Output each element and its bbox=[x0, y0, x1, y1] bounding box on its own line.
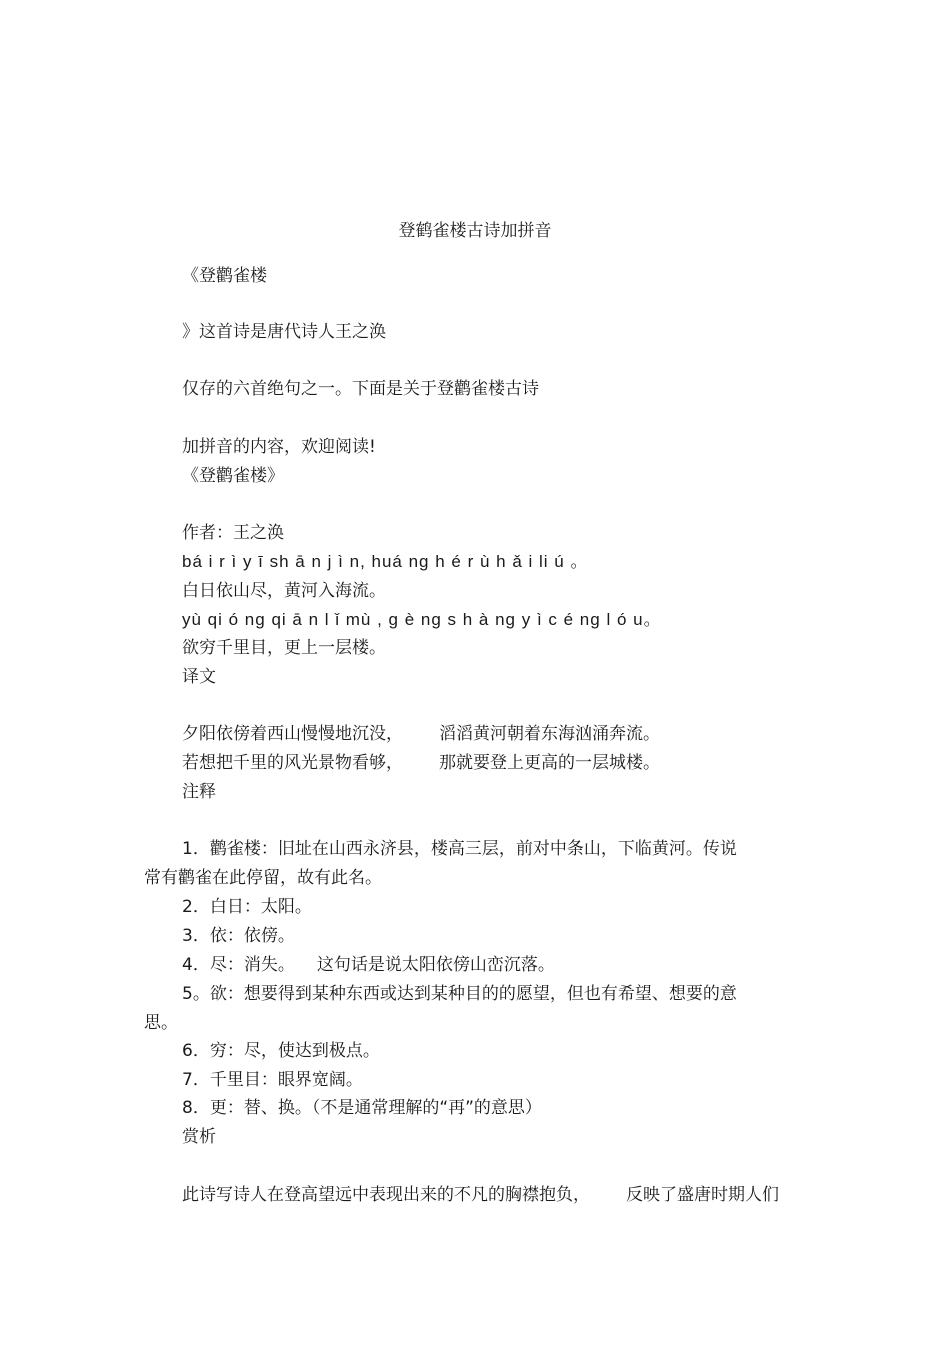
intro-line: 仅存的六首绝句之一。下面是关于登鹳雀楼古诗 bbox=[182, 379, 539, 399]
note-item: 5。欲：想要得到某种东西或达到某种目的的愿望，但也有希望、想要的意 bbox=[182, 984, 737, 1004]
note-item bbox=[182, 954, 555, 976]
analysis-text: 反映了盛唐时期人们 bbox=[626, 1185, 779, 1205]
note-item: 7．千里目：眼界宽阔。 bbox=[182, 1070, 363, 1090]
notes-heading: 注释 bbox=[182, 782, 216, 802]
note-item: 6．穷：尽，使达到极点。 bbox=[182, 1041, 380, 1061]
intro-line: 《登鹳雀楼 bbox=[182, 266, 267, 286]
analysis-text: 此诗写诗人在登高望远中表现出来的不凡的胸襟抱负， bbox=[182, 1185, 590, 1205]
translation-line bbox=[182, 723, 660, 745]
poem-line: 欲穷千里目，更上一层楼。 bbox=[182, 638, 386, 658]
poem-heading: 《登鹳雀楼》 bbox=[182, 466, 284, 486]
translation-heading: 译文 bbox=[182, 667, 216, 687]
poem-line: 白日依山尽，黄河入海流。 bbox=[182, 581, 386, 601]
note-text: 这句话是说太阳依傍山峦沉落。 bbox=[316, 955, 555, 975]
intro-line: 加拼音的内容，欢迎阅读! bbox=[182, 437, 376, 457]
poem-pinyin-line: bá i r ì y ī sh ā n j ì n, huá ng h é r ù h ǎ i li ú 。 bbox=[182, 552, 589, 571]
note-item: 常有鹳雀在此停留，故有此名。 bbox=[144, 868, 382, 888]
note-item: 8．更：替、换。（不是通常理解的“再”的意思） bbox=[182, 1098, 542, 1118]
note-item: 1．鹳雀楼：旧址在山西永济县，楼高三层，前对中条山，下临黄河。传说 bbox=[182, 839, 737, 859]
note-text: 4．尽：消失。 bbox=[182, 955, 295, 975]
translation-text: 夕阳依傍着西山慢慢地沉没， bbox=[182, 724, 403, 744]
note-item: 2．白日：太阳。 bbox=[182, 897, 312, 917]
translation-text: 滔滔黄河朝着东海汹涌奔流。 bbox=[439, 724, 660, 744]
translation-line bbox=[182, 752, 660, 774]
translation-text: 那就要登上更高的一层城楼。 bbox=[439, 753, 660, 773]
poem-author: 作者：王之涣 bbox=[182, 523, 284, 543]
note-item: 3．依：依傍。 bbox=[182, 926, 295, 946]
note-item: 思。 bbox=[144, 1013, 178, 1033]
page-title: 登鹤雀楼古诗加拼音 bbox=[398, 221, 552, 241]
analysis-paragraph bbox=[182, 1184, 779, 1206]
translation-text: 若想把千里的风光景物看够， bbox=[182, 753, 403, 773]
intro-line: 》这首诗是唐代诗人王之涣 bbox=[182, 322, 386, 342]
poem-pinyin-line: yù qi ó ng qi ā n l ǐ mù , g è ng s h à ng y ì c é ng l ó u。 bbox=[182, 610, 662, 629]
analysis-heading: 赏析 bbox=[182, 1127, 216, 1147]
